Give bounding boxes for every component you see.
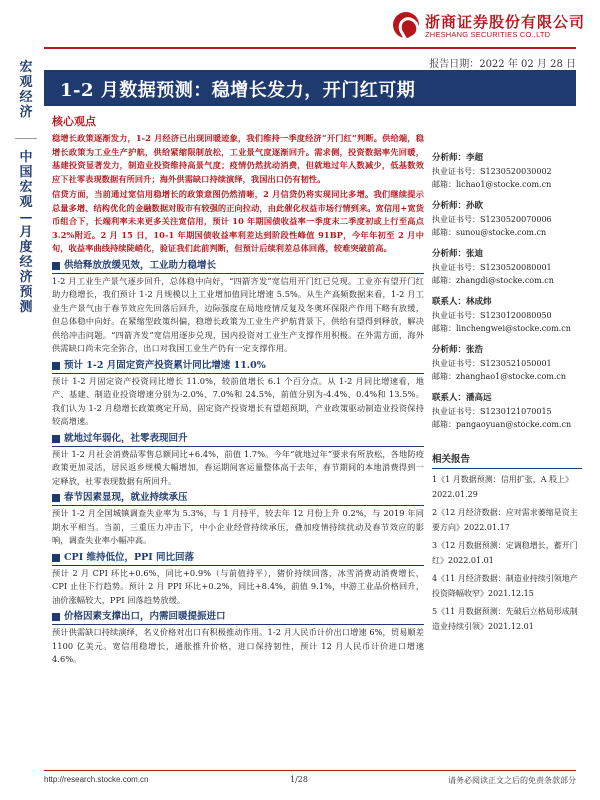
sidebar-divider [15, 138, 37, 139]
analyst-name: 联系人：林成炜 [432, 297, 492, 307]
square-bullet-icon [52, 554, 60, 562]
analyst-name: 分析师：张浩 [432, 345, 484, 355]
square-bullet-icon [52, 613, 60, 621]
logo-mark-icon [393, 12, 419, 38]
page-number: 1/28 [290, 775, 308, 784]
core-paragraph: 信贷方面，当前通过宽信用稳增长的政策意图仍然清晰，2 月信贷仍将实现同比多增。我们继续提示总量多增、结构优化的金融数据对股市有较强的正向拉动，由此催化权益市场行情到来。宽信用+宽货币组合下，长端利率未来更多关注宽信用，预计 10 年期国债收益率一季度末二季度初或上行至高点 3.2%附近。2 月 15 日，10-1 年期国债收益率利差达到阶段性峰值 91BP，今年年初至 2 月中旬，收益率曲线持续陡峭化，验证我们此前判断，但预计后续利差总体回落，较难突破前高。 [52, 189, 424, 253]
analyst-name: 分析师：李超 [432, 153, 484, 163]
related-report-link[interactable]: 1《1 月数据预测：信用扩张，A 股上》2022.01.29 [432, 475, 574, 499]
section-title: 价格因素支撑出口，内需回暖提振进口 [52, 610, 424, 624]
section-title: 供给释放放缓见效，工业助力稳增长 [52, 259, 424, 273]
section-body: 预计 2 月 CPI 环比+0.6%，同比+0.9%（与前值持平），猪价持续回落，冰雪消费动消费增长，CPI 止住下行趋势。预计 2 月 PPI 环比+0.2%，同比+8.4%，前值 9.1%，中游工业品价格回升，油价涨幅较大，PPI 回落趋势放缓。 [52, 567, 424, 605]
section-body: 预计供需缺口持续演绎，名义价格对出口有积极推动作用。1-2 月人民币计价出口增速 6%，贸易顺差 1100 亿美元。宽信用稳增长，通胀推升价格，进口保持韧性，预计 12 月人民币计价进口增速 4.6%。 [52, 627, 424, 664]
category-label: 宏观经济 [19, 60, 33, 120]
core-heading: 核心观点 [52, 115, 96, 128]
company-name-en: ZHESHANG SECURITIES CO.,LTD [425, 30, 551, 39]
analyst-email[interactable]: 邮箱：pangaoyuan@stocke.com.cn [432, 420, 572, 429]
analyst-email[interactable]: 邮箱：zhanghao1@stocke.com.cn [432, 372, 567, 381]
related-report-link[interactable]: 2《12 月经济数据：应对需求萎缩是资主要方向》2022.01.17 [432, 508, 578, 532]
section-title: 预计 1-2 月固定资产投资累计同比增速 11.0% [52, 359, 424, 373]
subcategory-label: 中国宏观—月度经济预测 [19, 150, 33, 315]
report-date [429, 55, 576, 70]
square-bullet-icon [52, 262, 60, 270]
section-body: 预计 1-2 月社会消费品零售总额同比+6.4%，前值 1.7%。今年“就地过年”要求有所放松，各地防疫政策更加灵活，居民返乡规模大幅增加，春运期间客运量整体高于去年，春节期间的本地消费得到一定释放，社零表现数据有所回升。 [52, 448, 424, 486]
analyst-cert: 执业证书号：S1230120080050 [432, 311, 552, 320]
related-report-link[interactable]: 4《11 月经济数据：制造业持续引领地产投资降幅收窄》2021.12.15 [432, 574, 578, 598]
section-body: 预计 1-2 月全国城镇调查失业率为 5.3%，与 1 月持平，较去年 12 月份上升 0.2%，与 2019 年同期水平相当。当前，三重压力冲击下，中小企业经营持续承压，叠加疫情持续扰动及春节效应的影响，调查失业率小幅冲高。 [52, 508, 424, 545]
analyst-list [432, 152, 582, 440]
section-body: 预计 1-2 月固定资产投资同比增长 11.0%，较前值增长 6.1 个百分点。从 1-2 月同比增速看，地产、基建、制造业投资增速分别为-2.0%、7.0%和 24.5%，前值分别为-4.4%、0.4%和 13.5%。我们认为 1-2 月稳增长政策奠定开局，固定资产投资增长有望超预期，产业政策驱动制造业投资保持较高增速。 [52, 375, 424, 426]
footer-url[interactable]: http://research.stocke.com.cn [44, 775, 149, 784]
analyst-cert: 执业证书号：S1230121070015 [432, 407, 552, 416]
analyst-cert: 执业证书号：S1230520070006 [432, 215, 552, 224]
analyst-email[interactable]: 邮箱：lichao1@stocke.com.cn [432, 180, 552, 189]
analyst-name: 分析师：孙欧 [432, 201, 484, 211]
title-band [44, 70, 576, 106]
square-bullet-icon [52, 435, 60, 443]
analyst-name: 分析师：张迪 [432, 249, 484, 259]
analyst-cert: 执业证书号：S1230520080001 [432, 263, 552, 272]
analyst-email[interactable]: 邮箱：zhangdi@stocke.com.cn [432, 276, 554, 285]
analyst-card [432, 200, 582, 239]
analyst-card [432, 392, 582, 431]
analyst-cert: 执业证书号：S1230521050001 [432, 359, 552, 368]
related-report-link[interactable]: 3《12 月数据预测：定调稳增长，蓄开门红》2022.01.01 [432, 541, 578, 565]
analyst-name: 联系人：潘高远 [432, 393, 492, 403]
square-bullet-icon [52, 362, 60, 370]
analyst-card [432, 296, 582, 335]
analyst-card [432, 248, 582, 287]
date-label: 报告日期： [429, 59, 480, 70]
footer-disclaimer: 请务必阅读正文之后的免责条款部分 [448, 776, 576, 785]
section-body: 1-2 月工业生产景气逐步回升，总体稳中向好，“四箭齐发”宽信用开门红已兑现。工业亦有望开门红助力稳增长，我们预计 1-2 月规模以上工业增加值同比增速 5.5%。从生产高频数据来看，1-2 月工业生产景气由于春节效应先回落后回升，边际强度在局地疫情反复及冬奥环保限产作用下略有放缓，但总体稳中向好。在紧缩型政策纠偏，稳增长政策为工业生产护航背景下，供给有望得到释放，解决供给冲击问题。“四箭齐发”宽信用逐步兑现，国内投资对工业生产支撑作用积极。在外需方面，海外供需缺口尚未完全弥合，出口对我国工业生产仍有一定支撑作用。 [52, 275, 424, 353]
analyst-cert: 执业证书号：S1230520030002 [432, 167, 552, 176]
footer-rule [44, 770, 576, 771]
analyst-card [432, 344, 582, 383]
related-reports-list [432, 472, 582, 637]
section-title: 就地过年弱化，社零表现回升 [52, 432, 424, 446]
square-bullet-icon [52, 494, 60, 502]
related-report-link[interactable]: 5《11 月数据预测：先破后立格局形成制造业持续引领》2021.12.01 [432, 607, 578, 631]
date-value: 2022 年 02 月 28 日 [479, 59, 576, 70]
main-column [52, 114, 424, 669]
related-reports-heading: 相关报告 [432, 452, 582, 469]
section-title: CPI 维持低位，PPI 同比回落 [52, 551, 424, 565]
analyst-email[interactable]: 邮箱：sunou@stocke.com.cn [432, 228, 547, 237]
company-name-cn: 浙商证券股份有限公司 [425, 13, 586, 31]
analyst-email[interactable]: 邮箱：linchengwei@stocke.com.cn [432, 324, 571, 333]
company-logo [393, 10, 593, 44]
analyst-card [432, 152, 582, 191]
report-title: 1-2 月数据预测：稳增长发力，开门红可期 [60, 80, 416, 101]
header-rule [44, 47, 576, 49]
core-paragraph: 稳增长政策逐渐发力，1-2 月经济已出现回暖迹象，我们维持一季度经济“开门红”判断。供给端，稳增长政策为工业生产护航，供给紧缩限制放松，工业景气度逐渐回升。需求侧，投资数据率先回暖，基建投资显著发力，制造业投资维持高景气度；疫情仍然扰动消费，但就地过年人数减少，低基数效应下社零表现数据有所回升；海外供需缺口持续演绎，我国出口仍有韧性。 [52, 133, 424, 184]
section-title: 春节因素显现，就业持续承压 [52, 491, 424, 505]
